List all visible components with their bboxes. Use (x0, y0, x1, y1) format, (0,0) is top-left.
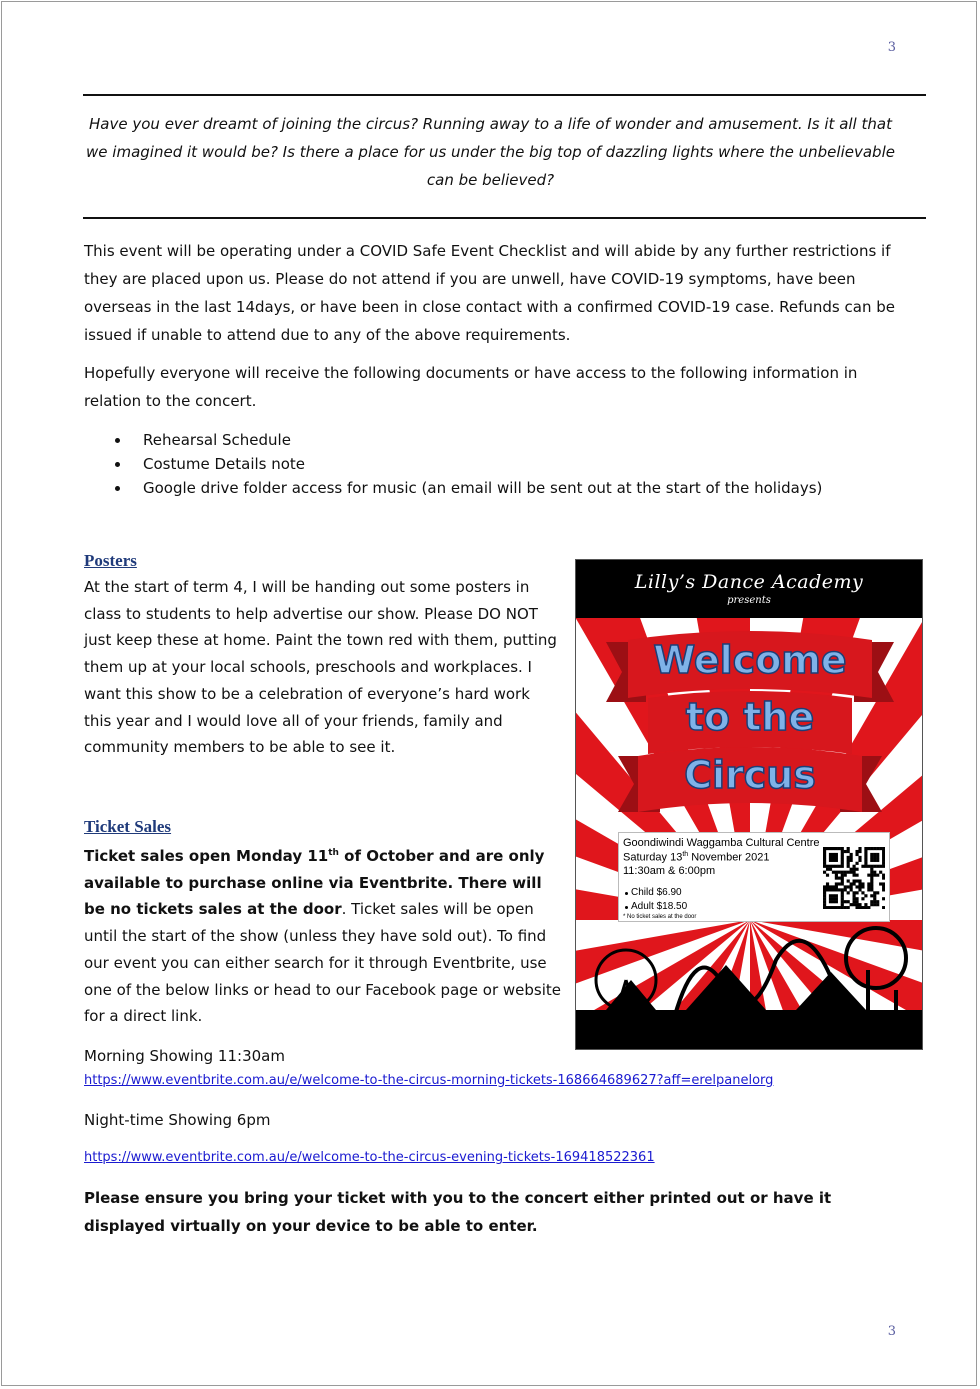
poster-info-box (618, 832, 890, 922)
circus-poster (575, 559, 923, 1050)
intro-bottom-rule (83, 217, 926, 219)
morning-ticket-link[interactable]: https://www.eventbrite.com.au/e/welcome-to-the-circus-morning-tickets-168664689627?aff=erelpanelorg (84, 1073, 774, 1088)
list-item: Costume Details note (84, 452, 822, 476)
poster-title-line-3: Circus (684, 753, 816, 797)
poster-venue: Goondiwindi Waggamba Cultural Centre (623, 837, 820, 849)
list-item: Rehearsal Schedule (84, 428, 822, 452)
bullet-icon (625, 892, 628, 895)
poster-date: Saturday 13th November 2021 (623, 851, 770, 864)
night-showing-label: Night-time Showing 6pm (84, 1111, 271, 1129)
poster-title-line-2: to the (685, 695, 815, 739)
poster-price-child: Child $6.90 (631, 887, 682, 898)
ticket-bold-text-2: of October and are only available to purchase online via Eventbrite. There will be no tickets sales at the door (84, 847, 545, 919)
final-note: Please ensure you bring your ticket with you to the concert either printed out or have it displayed virtually on your device to be able to enter. (84, 1189, 832, 1235)
docs-intro-paragraph: Hopefully everyone will receive the following documents or have access to the following information in relation to the concert. (84, 364, 858, 410)
bullet-icon (115, 462, 120, 467)
bullet-icon (115, 486, 120, 491)
poster-presents: presents (727, 595, 771, 606)
posters-heading: Posters (84, 551, 137, 570)
intro-top-rule (83, 94, 926, 96)
page-number-top: 3 (887, 40, 896, 55)
page-number-bottom: 3 (887, 1324, 896, 1339)
poster-header (576, 560, 922, 618)
morning-showing-label: Morning Showing 11:30am (84, 1047, 285, 1065)
poster-academy-name: Lilly’s Dance Academy (634, 571, 864, 593)
bullet-icon (115, 438, 120, 443)
poster-times: 11:30am & 6:00pm (623, 865, 716, 877)
qr-code-icon (823, 847, 885, 909)
list-item: Google drive folder access for music (an email will be sent out at the start of the holidays) (84, 476, 822, 500)
intro-quote: Have you ever dreamt of joining the circus? Running away to a life of wonder and amusement. Is it all that we imagined it would be? Is there a place for us under the big top of dazzling lights where the unbelievable can be believed? (86, 115, 895, 189)
covid-paragraph: This event will be operating under a COVID Safe Event Checklist and will abide by any further restrictions if they are placed upon us. Please do not attend if you are unwell, have COVID-19 symptoms, have been overseas in the last 14days, or have been in close contact with a confirmed COVID-19 case. Refunds can be issued if unable to attend due to any of the above requirements. (84, 242, 895, 344)
poster-title-line-1: Welcome (653, 638, 847, 682)
poster-price-adult: Adult $18.50 (631, 901, 688, 912)
ticket-bold-text-1: Ticket sales open Monday 11 (84, 847, 329, 865)
ticket-sales-heading: Ticket Sales (84, 817, 172, 836)
ticket-normal-text: . Ticket sales will be open until the start of the show (unless they have sold out). To find our event you can either search for it through Eventbrite, use one of the below links or head to our Facebook page or website for a direct link. (84, 900, 562, 1026)
poster-no-sales-note: * No ticket sales at the door (623, 914, 697, 920)
night-ticket-link[interactable]: https://www.eventbrite.com.au/e/welcome-to-the-circus-evening-tickets-169418522361 (84, 1150, 655, 1165)
ticket-sales-body (84, 840, 562, 1030)
posters-body: At the start of term 4, I will be handing out some posters in class to students to help advertise our show. Please DO NOT just keep these at home. Paint the town red with them, putting them up at your local schools, preschools and workplaces. I want this show to be a celebration of everyone’s hard work this year and I would love all of your friends, family and community members to be able to see it. (84, 578, 557, 757)
ticket-bold-sup: th (328, 848, 339, 858)
bullet-icon (625, 906, 628, 909)
docs-list (84, 428, 822, 500)
